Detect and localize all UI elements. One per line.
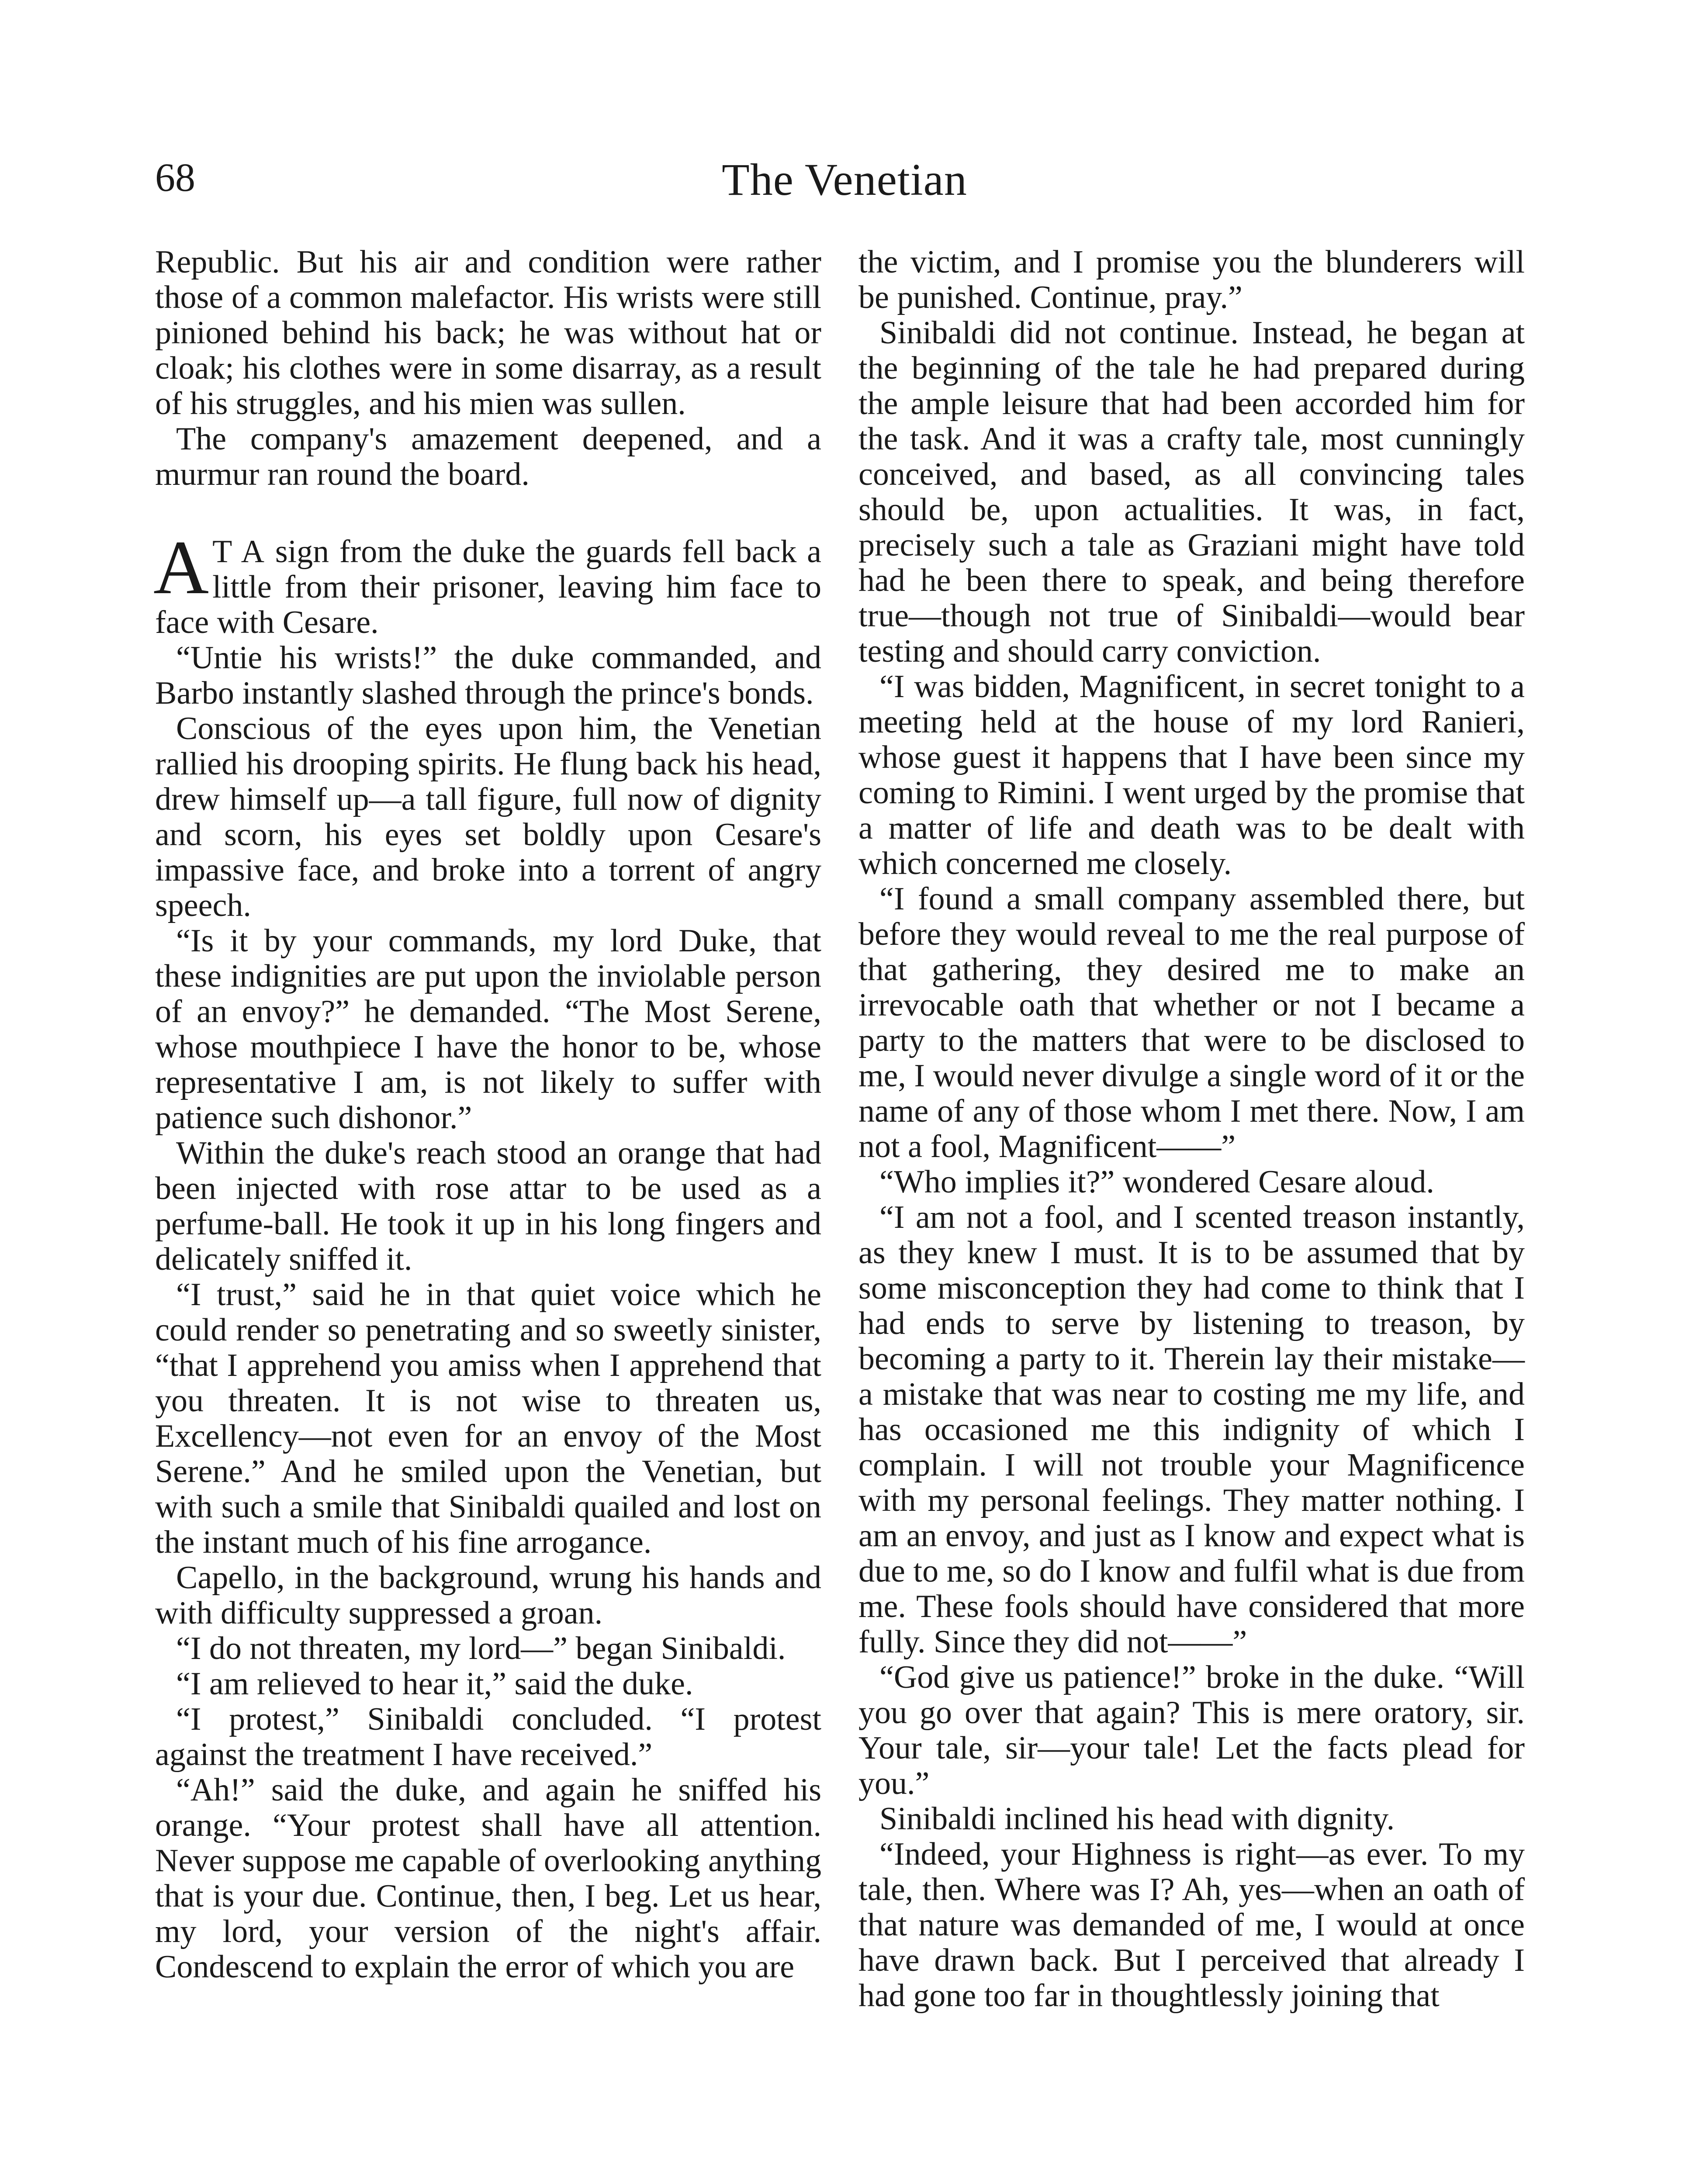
paragraph: “I am not a fool, and I scented treason instantly, as they knew I must. It is to be assumed that by some misconception they had come to think that I had ends to serve by listening to treason, by becoming a party to it. Therein lay their mistake—a mistake that was near to costing me my life, and has occasioned me this indignity of which I complain. I will not trouble your Magnificence with my personal feelings. They matter nothing. I am an envoy, and just as I know and expect what is due to me, so do I know and fulfil what is due from me. These fools should have considered that more fully. Since they did not——” (858, 1199, 1525, 1660)
paragraph: the victim, and I promise you the blunderers will be punished. Continue, pray.” (858, 244, 1525, 315)
paragraph: “Ah!” said the duke, and again he sniffed his orange. “Your protest shall have all attention. Never suppose me capable of overlooking anything that is your due. Continue, then, I beg. Let us hear, my lord, your version of the night's affair. Condescend to explain the error of which you are (155, 1772, 821, 1985)
page-header (155, 157, 1534, 218)
paragraph: Within the duke's reach stood an orange that had been injected with rose attar to be used as a perfume-ball. He took it up in his long fingers and delicately sniffed it. (155, 1135, 821, 1277)
lead-caps: T A (212, 534, 265, 570)
paragraph: The company's amazement deepened, and a murmur ran round the board. (155, 421, 821, 492)
paragraph: “I do not threaten, my lord—” began Sinibaldi. (176, 1631, 786, 1666)
paragraph: “Who implies it?” wondered Cesare aloud. (879, 1164, 1434, 1200)
left-column (155, 245, 821, 1985)
running-title: The Venetian (722, 155, 967, 205)
paragraph: Sinibaldi inclined his head with dignity. (879, 1801, 1395, 1837)
paragraph: “I am relieved to hear it,” said the duke. (176, 1666, 693, 1702)
paragraph: Capello, in the background, wrung his hands and with difficulty suppressed a groan. (155, 1560, 821, 1631)
paragraph: Conscious of the eyes upon him, the Venetian rallied his drooping spirits. He flung back his head, drew himself up—a tall figure, full now of dignity and scorn, his eyes set boldly upon Cesare's impassive face, and broke into a torrent of angry speech. (155, 711, 821, 923)
paragraph: “I was bidden, Magnificent, in secret tonight to a meeting held at the house of my lord Ranieri, whose guest it happens that I have been since my coming to Rimini. I went urged by the promise that a matter of life and death was to be dealt with which concerned me closely. (858, 669, 1525, 881)
paragraph: “I trust,” said he in that quiet voice which he could render so penetrating and so sweetly sinister, “that I apprehend you amiss when I apprehend that you threaten. It is not wise to threaten us, Excellency—not even for an envoy of the Most Serene.” And he smiled upon the Venetian, but with such a smile that Sinibaldi quailed and lost on the instant much of his fine arrogance. (155, 1277, 821, 1560)
section-opening-text: sign from the duke the guards fell back a little from their prisoner, leaving him face to face with Cesare. (155, 534, 821, 640)
paragraph: “I protest,” Sinibaldi concluded. “I protest against the treatment I have received.” (155, 1701, 821, 1773)
paragraph: Sinibaldi did not continue. Instead, he began at the beginning of the tale he had prepared during the ample leisure that had been accorded him for the task. And it was a crafty tale, most cunningly conceived, and based, as all convincing tales should be, upon actualities. It was, in fact, precisely such a tale as Graziani might have told had he been there to speak, and being therefore true—though not true of Sinibaldi—would bear testing and should carry conviction. (858, 315, 1525, 669)
paragraph: Republic. But his air and condition were rather those of a common malefactor. His wrists were still pinioned behind his back; he was without hat or cloak; his clothes were in some disarray, as a result of his struggles, and his mien was sullen. (155, 244, 821, 422)
section-opening-paragraph (153, 525, 821, 640)
right-column (858, 245, 1525, 2014)
paragraph: “God give us patience!” broke in the duke. “Will you go over that again? This is mere oratory, sir. Your tale, sir—your tale! Let the facts plead for you.” (858, 1659, 1525, 1801)
page-number: 68 (155, 155, 195, 200)
paragraph: “Untie his wrists!” the duke commanded, and Barbo instantly slashed through the prince's bonds. (155, 640, 821, 711)
paragraph: “Indeed, your Highness is right—as ever. To my tale, then. Where was I? Ah, yes—when an oath of that nature was demanded of me, I would at once have drawn back. But I perceived that already I had gone too far in thoughtlessly joining that (858, 1836, 1525, 2014)
drop-cap: A (153, 525, 209, 610)
paragraph: “I found a small company assembled there, but before they would reveal to me the real purpose of that gathering, they desired me to make an irrevocable oath that whether or not I became a party to the matters that were to be disclosed to me, I would never divulge a single word of it or the name of any of those whom I met there. Now, I am not a fool, Magnificent——” (858, 881, 1525, 1165)
paragraph: “Is it by your commands, my lord Duke, that these indignities are put upon the inviolable person of an envoy?” he demanded. “The Most Serene, whose mouthpiece I have the honor to be, whose representative I am, is not likely to suffer with patience such dishonor.” (155, 923, 821, 1136)
